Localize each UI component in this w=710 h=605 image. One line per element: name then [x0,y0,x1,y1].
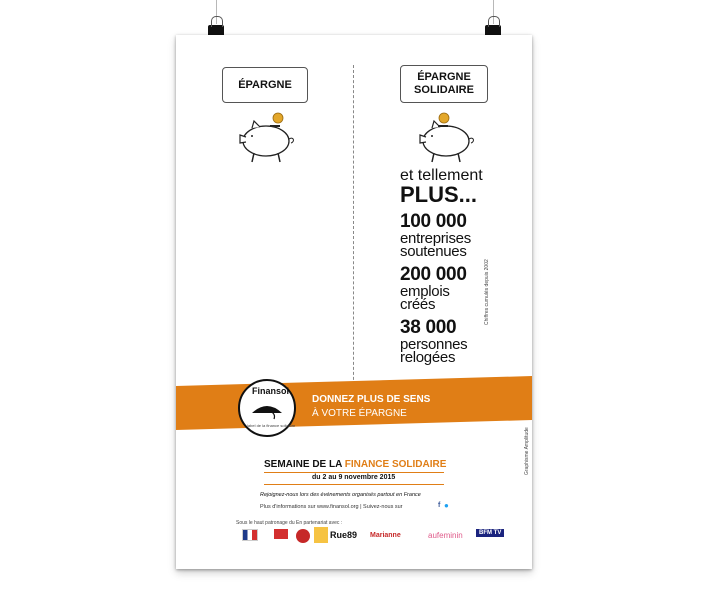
ministry-logo [274,529,288,539]
event-info: Plus d'informations sur www.finansol.org | Suivez-nous sur [260,504,403,510]
stat-label-1a: entreprises [400,230,471,247]
partner-label: En partenariat avec : [296,520,343,526]
republique-logo [242,529,258,541]
finansol-name: Finansol [252,386,290,396]
piggy-bank-euro-icon [414,111,480,167]
credit: Graphisme Amplitude [524,427,530,475]
finansol-tagline: label de la finance solidaire [247,423,296,428]
facebook-icon: f [438,502,441,509]
stat-label-2b: créés [400,296,436,313]
partner-rue89: Rue89 [330,530,358,540]
stat-label-3a: personnes [400,336,468,353]
event-title-a: SEMAINE DE LA [264,459,345,470]
event-rule-bottom [264,484,444,485]
tellement-line1: et tellement [400,167,483,184]
epargne-solidaire-tag [400,65,488,103]
stat-label-3b: relogées [400,349,456,366]
partner-aufeminin: aufeminin [428,531,463,540]
dashed-divider [353,65,354,395]
finansol-logo [238,379,296,437]
twitter-icon: ● [444,501,449,510]
partner-marianne: Marianne [370,532,401,539]
patronage-label: Sous le haut patronage du : [236,520,298,526]
piggy-bank-icon [234,111,300,167]
partner-bfmtv: BFM TV [476,529,504,537]
epargne-tag-label: ÉPARGNE [238,78,292,91]
event-title-b: FINANCE SOLIDAIRE [344,459,447,470]
event-invite: Rejoignez-nous lors des événements organisés partout en France [260,492,421,498]
tellement-line2: PLUS... [400,182,478,207]
partner-logo-a [296,529,310,543]
stat-number-3: 38 000 [400,317,457,338]
epargne-solidaire-line2: SOLIDAIRE [414,84,474,96]
event-dates: du 2 au 9 novembre 2015 [312,474,396,481]
band-line2: À VOTRE ÉPARGNE [312,408,407,419]
epargne-tag [222,67,308,103]
partner-logo-b [314,527,328,543]
epargne-solidaire-line1: ÉPARGNE [417,71,471,83]
stat-label-1b: soutenues [400,243,467,260]
poster [176,35,532,569]
event-title [264,459,446,470]
stat-number-1: 100 000 [400,211,467,232]
band-line1: DONNEZ PLUS DE SENS [312,394,431,405]
event-rule-top [264,472,444,473]
side-note: Chiffres cumulés depuis 2002 [484,259,490,325]
stat-label-2a: emplois [400,283,450,300]
stat-number-2: 200 000 [400,264,467,285]
